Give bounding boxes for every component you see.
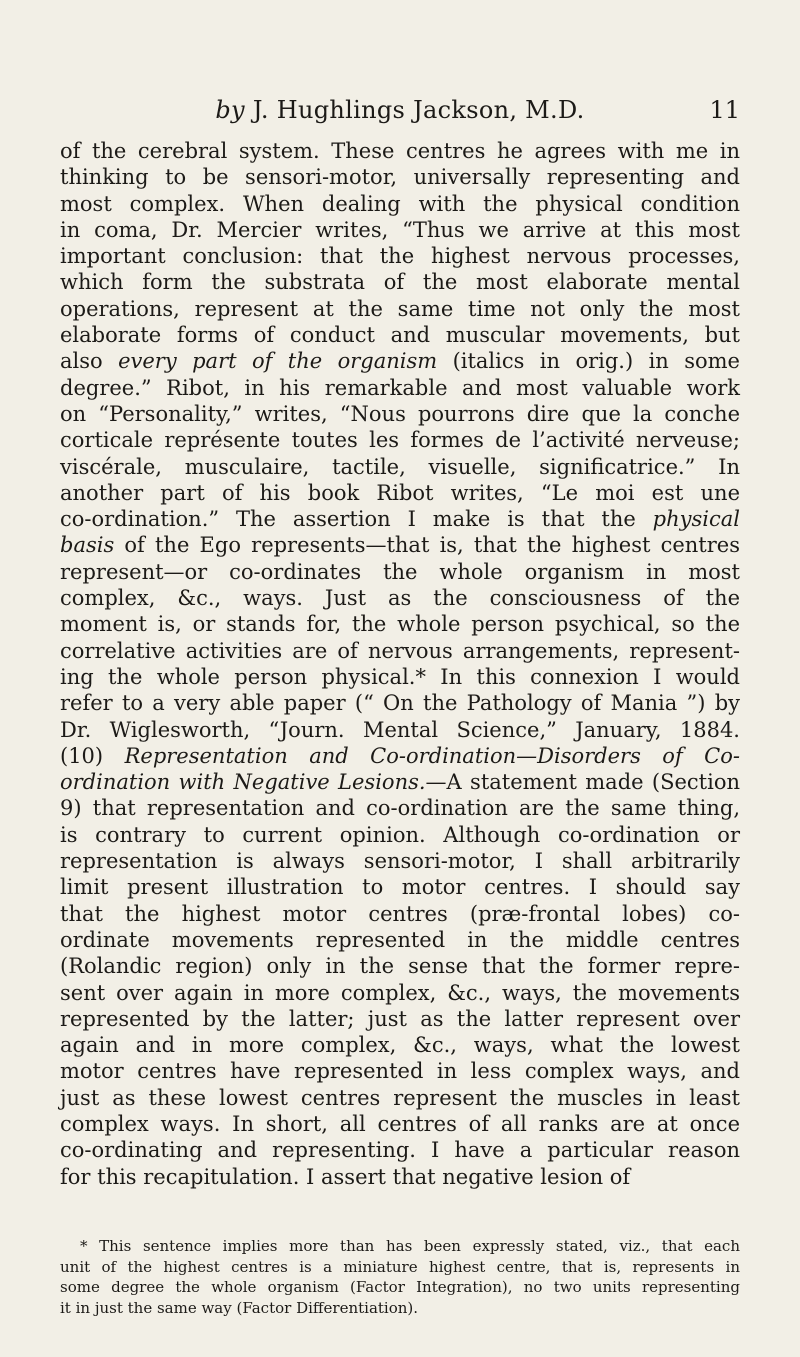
- text-line: [60, 296, 740, 322]
- text-segment: 9) that representation and co-ordination are the same thing,: [60, 796, 740, 821]
- italic-text: every part of the organism: [118, 349, 438, 374]
- text-line: [60, 1164, 740, 1190]
- italic-text: basis: [60, 533, 115, 558]
- text-line: [60, 1006, 740, 1032]
- footnote-line: unit of the highest centres is a miniature highest centre, that is, represents in: [60, 1257, 740, 1276]
- header-author: J. Hughlings Jackson, M.D.: [252, 96, 585, 124]
- italic-text: ordination with Negative Lesions.: [60, 770, 426, 795]
- text-line: [60, 611, 740, 637]
- text-line: [60, 980, 740, 1006]
- text-line: [60, 664, 740, 690]
- text-segment: represent—or co-ordinates the whole organism in most: [60, 559, 740, 584]
- text-line: [60, 874, 740, 900]
- text-line: [60, 506, 740, 532]
- text-segment: just as these lowest centres represent the muscles in least: [60, 1085, 740, 1110]
- text-segment: represented by the latter; just as the latter represent over: [60, 1006, 740, 1031]
- header-by: by: [215, 96, 245, 124]
- text-line: [60, 901, 740, 927]
- text-segment: co-ordination.” The assertion I make is that the: [60, 507, 653, 532]
- text-segment: viscérale, musculaire, tactile, visuelle, significatrice.” In: [60, 454, 740, 479]
- text-segment: (italics in orig.) in some: [437, 349, 740, 374]
- text-line: [60, 638, 740, 664]
- text-segment: of the cerebral system. These centres he agrees with me in: [60, 139, 740, 163]
- italic-text: physical: [652, 507, 740, 532]
- text-segment: (10): [60, 743, 125, 768]
- footnote: [60, 1236, 740, 1318]
- footnote-line: it in just the same way (Factor Differentiation).: [60, 1298, 419, 1317]
- text-line: [60, 427, 740, 453]
- text-line: [60, 953, 740, 979]
- text-line: [60, 348, 740, 374]
- italic-text: Representation and Co-ordination—Disorders of Co-: [124, 743, 740, 768]
- body-text: [60, 138, 740, 1190]
- text-segment: in coma, Dr. Mercier writes, “Thus we arrive at this most: [60, 217, 740, 242]
- header-title: [60, 96, 740, 124]
- text-line: [60, 559, 740, 585]
- text-segment: —A statement made (Section: [425, 770, 740, 795]
- text-line: [60, 848, 740, 874]
- text-segment: motor centres have represented in less complex ways, and: [60, 1059, 740, 1084]
- text-segment: on “Personality,” writes, “Nous pourrons dire que la conche: [60, 401, 740, 426]
- text-line: [60, 1137, 740, 1163]
- text-line: [60, 138, 740, 164]
- text-segment: correlative activities are of nervous arrangements, represent-: [60, 638, 740, 663]
- text-segment: representation is always sensori-motor, I shall arbitrarily: [60, 849, 740, 874]
- text-line: [60, 1032, 740, 1058]
- text-segment: again and in more complex, &c., ways, what the lowest: [60, 1033, 740, 1058]
- text-line: [60, 375, 740, 401]
- text-line: [60, 217, 740, 243]
- text-segment: sent over again in more complex, &c., ways, the movements: [60, 980, 740, 1005]
- text-segment: also: [60, 349, 119, 374]
- text-segment: most complex. When dealing with the physical condition: [60, 191, 740, 216]
- text-line: [60, 480, 740, 506]
- text-segment: moment is, or stands for, the whole person psychical, so the: [60, 612, 740, 637]
- text-line: [60, 795, 740, 821]
- text-line: [60, 269, 740, 295]
- text-line: [60, 1085, 740, 1111]
- text-segment: of the Ego represents—that is, that the highest centres: [114, 533, 740, 558]
- text-line: [60, 585, 740, 611]
- text-line: [60, 401, 740, 427]
- text-line: [60, 822, 740, 848]
- text-line: [60, 769, 740, 795]
- text-segment: Dr. Wiglesworth, “Journ. Mental Science,” January, 1884.: [60, 717, 740, 742]
- text-line: [60, 927, 740, 953]
- text-segment: degree.” Ribot, in his remarkable and most valuable work: [60, 375, 740, 400]
- text-line: [60, 717, 740, 743]
- text-segment: ing the whole person physical.* In this connexion I would: [60, 664, 740, 689]
- text-line: [60, 532, 740, 558]
- text-line: [60, 322, 740, 348]
- text-segment: complex, &c., ways. Just as the consciousness of the: [60, 586, 740, 611]
- text-segment: thinking to be sensori-motor, universally representing and: [60, 165, 740, 190]
- text-segment: co-ordinating and representing. I have a particular reason: [60, 1138, 740, 1163]
- text-segment: (Rolandic region) only in the sense that the former repre-: [60, 954, 740, 979]
- text-segment: corticale représente toutes les formes de l’activité nerveuse;: [60, 428, 740, 453]
- footnote-line: some degree the whole organism (Factor Integration), no two units representing: [60, 1278, 740, 1296]
- text-segment: ordinate movements represented in the middle centres: [60, 927, 740, 952]
- text-line: [60, 743, 740, 769]
- text-line: [60, 191, 740, 217]
- text-line: [60, 1111, 740, 1137]
- text-segment: refer to a very able paper (“ On the Pathology of Mania ”) by: [60, 691, 740, 716]
- footnote-line: * This sentence implies more than has been expressly stated, viz., that each: [80, 1237, 740, 1255]
- text-segment: which form the substrata of the most elaborate mental: [60, 270, 740, 295]
- text-line: [60, 1058, 740, 1084]
- text-segment: operations, represent at the same time not only the most: [60, 296, 740, 321]
- text-segment: elaborate forms of conduct and muscular movements, but: [60, 323, 740, 348]
- text-line: [60, 454, 740, 480]
- text-segment: limit present illustration to motor centres. I should say: [60, 875, 740, 900]
- text-line: [60, 164, 740, 190]
- text-segment: another part of his book Ribot writes, “Le moi est une: [60, 480, 740, 505]
- text-segment: important conclusion: that the highest nervous processes,: [60, 244, 740, 269]
- text-segment: complex ways. In short, all centres of all ranks are at once: [60, 1111, 740, 1136]
- page-number: 11: [709, 96, 740, 124]
- text-line: [60, 690, 740, 716]
- running-header: [60, 96, 740, 130]
- text-segment: for this recapitulation. I assert that negative lesion of: [60, 1164, 631, 1189]
- text-line: [60, 243, 740, 269]
- text-segment: is contrary to current opinion. Although co-ordination or: [60, 822, 740, 847]
- text-segment: that the highest motor centres (præ-frontal lobes) co-: [60, 901, 740, 926]
